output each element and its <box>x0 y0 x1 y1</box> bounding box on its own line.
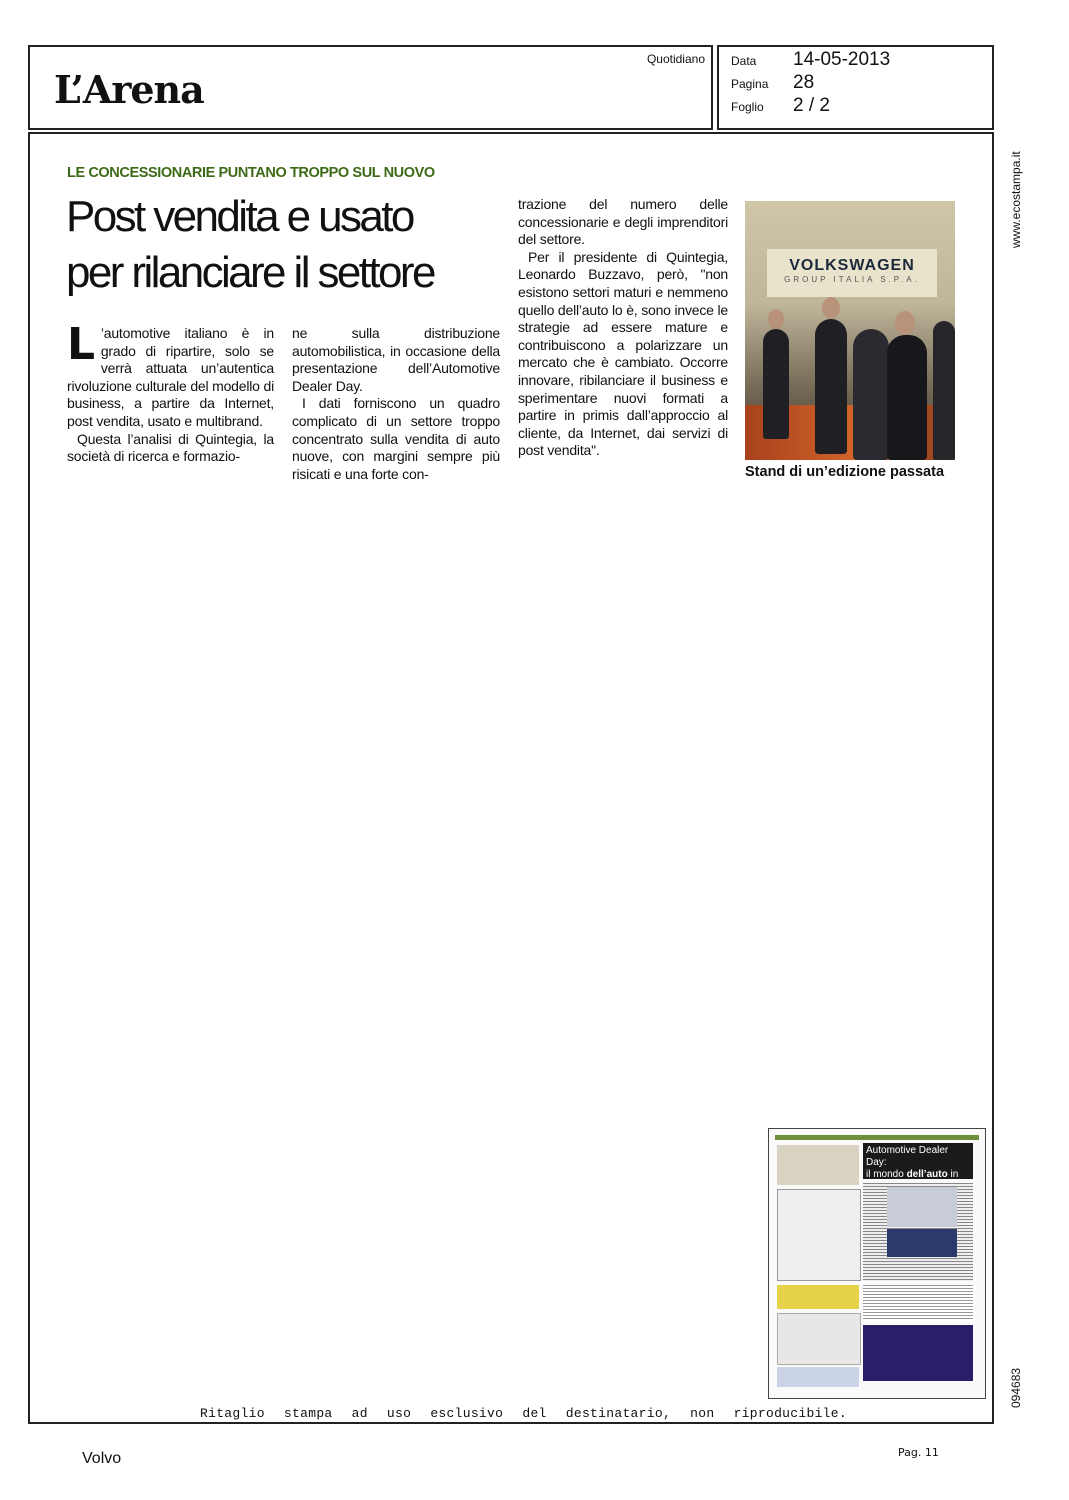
photo-caption: Stand di un’edizione passata <box>745 464 945 480</box>
col2-paragraph-1: ne sulla distribuzione automobilistica, in occasione della presentazione dell’Automotive Dealer Day. <box>292 325 500 394</box>
thumb-ad-block <box>777 1145 859 1185</box>
person-head <box>768 309 784 329</box>
thumb-ad-block <box>777 1189 861 1281</box>
meta-box <box>717 45 994 130</box>
thumb-ad-block <box>777 1285 859 1309</box>
col3-paragraph-1: trazione del numero delle concessionarie e degli imprenditori del settore. <box>518 196 728 248</box>
thumb-headline-box <box>863 1143 973 1179</box>
side-url: www.ecostampa.it <box>1009 151 1023 248</box>
meta-value-page: 28 <box>793 72 815 93</box>
page-number: Pag. 11 <box>898 1446 939 1459</box>
thumb-photo-block <box>887 1229 957 1257</box>
person-figure <box>887 335 927 460</box>
headline-line-1: Post vendita e usato <box>66 192 413 241</box>
copyright-notice: Ritaglio stampa ad uso esclusivo del destinatario, non riproducibile. <box>200 1406 847 1421</box>
stand-sign-subtitle: GROUP ITALIA S.P.A. <box>784 275 920 284</box>
stand-sign-brand: VOLKSWAGEN <box>789 257 915 274</box>
thumb-headline: Automotive Dealer Day: <box>866 1145 949 1168</box>
thumb-article-block <box>863 1285 973 1321</box>
thumb-headline-bold: dell’auto <box>906 1169 948 1180</box>
col1-paragraph-2: Questa l’analisi di Quintegia, la società di ricerca e formazio- <box>67 430 274 465</box>
headline-line-2: per rilanciare il settore <box>66 248 434 297</box>
thumb-headline-post: in <box>950 1169 959 1180</box>
page-thumbnail <box>768 1128 986 1399</box>
meta-label-date: Data <box>731 54 757 68</box>
meta-value-sheet: 2 / 2 <box>793 95 830 116</box>
person-figure <box>933 321 955 460</box>
col3-paragraph-2: Per il presidente di Quintegia, Leonardo Buzzavo, però, "non esistono settori maturi e nemmeno quello dell’auto lo è, sono invece le strategie ad essere mature e contribuiscono a polarizzare un mercato che è cambiato. Occorre innovare, ribilanciare il business e sperimentare nuovi formati a partire in primis dall’approccio al cliente, da Internet, dai servizi di post vendita". <box>518 248 728 459</box>
person-figure <box>763 329 789 439</box>
article-column-3 <box>518 196 728 460</box>
meta-label-sheet: Foglio <box>731 100 764 114</box>
article-column-2 <box>292 325 500 483</box>
article-kicker: LE CONCESSIONARIE PUNTANO TROPPO SUL NUOVO <box>67 165 435 181</box>
col1-paragraph-1: ’automotive italiano è in grado di ripartire, solo se verrà attuata un’autentica rivoluzione culturale del modello di business, a partire da Internet, post vendita, usato e multibrand. <box>67 325 274 429</box>
thumb-headline-pre: il mondo <box>866 1169 907 1180</box>
person-head <box>822 297 840 319</box>
newspaper-logo: L’Arena <box>54 67 204 112</box>
person-figure <box>853 329 889 460</box>
thumb-ad-block <box>777 1313 861 1365</box>
thumb-ad-block <box>777 1367 859 1387</box>
meta-value-date: 14-05-2013 <box>793 49 891 70</box>
meta-label-page: Pagina <box>731 77 769 91</box>
client-name: Volvo <box>82 1450 122 1467</box>
publication-type: Quotidiano <box>646 52 705 66</box>
article-photo <box>745 201 955 460</box>
masthead-box <box>28 45 713 130</box>
thumb-ad-block <box>863 1325 973 1381</box>
stand-sign <box>767 249 937 297</box>
thumb-photo-block <box>887 1187 957 1227</box>
side-code: 094683 <box>1009 1367 1023 1408</box>
col2-paragraph-2: I dati forniscono un quadro complicato di un settore troppo concentrato sulla vendita di auto nuove, con margini sempre più risicati e una forte con- <box>292 395 500 482</box>
person-figure <box>815 319 847 454</box>
person-head <box>895 311 915 335</box>
article-headline <box>66 189 506 301</box>
article-column-1 <box>67 319 274 466</box>
thumb-top-bar <box>775 1135 979 1140</box>
drop-cap: L <box>67 319 95 370</box>
